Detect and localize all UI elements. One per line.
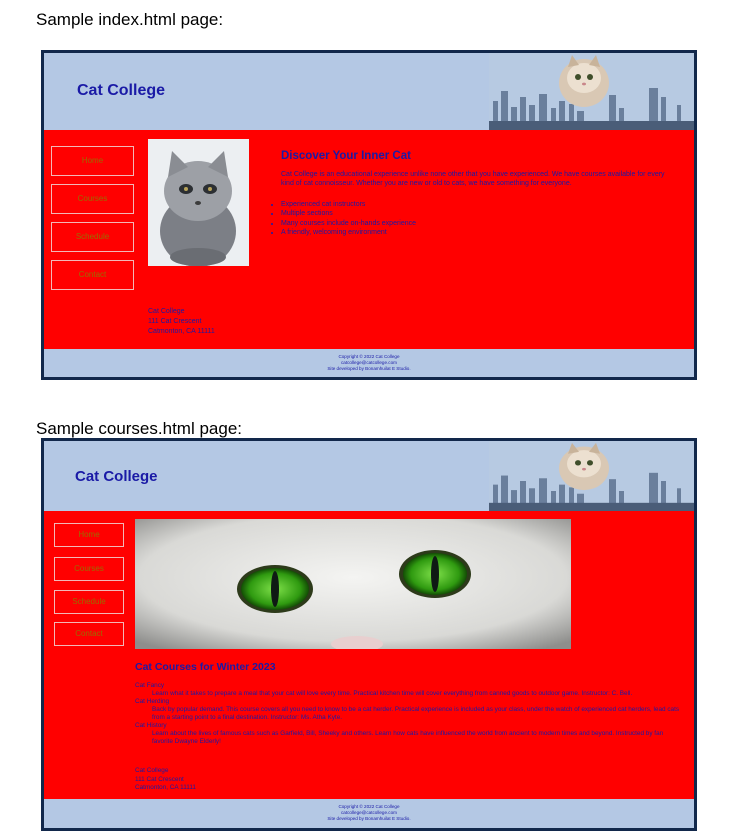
courses-caption: Sample courses.html page: <box>36 419 242 438</box>
nav-schedule-link[interactable]: Schedule <box>51 222 134 252</box>
footer-copyright: Copyright © 2022 Cat College <box>338 354 400 359</box>
nav-courses-link[interactable]: Courses <box>54 557 124 581</box>
nav-schedule-link[interactable]: Schedule <box>54 590 124 614</box>
courses-page-frame <box>41 438 697 831</box>
nav-home-link[interactable]: Home <box>51 146 134 176</box>
site-header <box>44 441 694 511</box>
cat-eyes-banner-image <box>135 519 571 649</box>
site-title: Cat College <box>77 82 166 99</box>
course-name: Cat Fancy <box>135 682 165 689</box>
address-line: Catmonton, CA 11111 <box>148 328 215 335</box>
address-line: Cat College <box>135 767 169 774</box>
address-line: 111 Cat Crescent <box>148 318 202 325</box>
list-item: • Multiple sections <box>281 209 641 218</box>
site-title: Cat College <box>75 468 158 485</box>
kitten-photo <box>148 139 249 266</box>
footer-email[interactable]: catcollege@catcollege.com <box>341 360 397 365</box>
course-description: Learn what it takes to prepare a meal that your cat will love every time. Practical kitchen time will cover everything from canned goods to outdoor game. Instructor: C. Bell. <box>152 690 633 697</box>
main-content-area <box>44 511 694 799</box>
city-skyline-banner <box>489 53 694 130</box>
footer-copyright: Copyright © 2022 Cat College <box>338 804 400 809</box>
course-name: Cat History <box>135 722 167 729</box>
course-name: Cat Herding <box>135 698 170 705</box>
site-footer <box>44 799 694 828</box>
address-line: Catmonton, CA 11111 <box>135 784 196 791</box>
address-line: Cat College <box>148 308 185 315</box>
courses-heading: Cat Courses for Winter 2023 <box>135 661 276 673</box>
course-list <box>135 682 680 746</box>
address-line: 111 Cat Crescent <box>135 775 184 783</box>
footer-email[interactable]: catcollege@catcollege.com <box>341 810 397 815</box>
course-description: Learn about the lives of famous cats such as Garfield, Bill, Sheeky and others. Learn how cats have influenced the world from ancient to modern times and beyond. Instructed by fan favorite Dwayne Elderly! <box>152 730 664 745</box>
index-page-frame <box>41 50 697 380</box>
main-content-area <box>44 130 694 349</box>
city-skyline-banner <box>489 441 694 511</box>
list-item: • Many courses include on-hands experience <box>281 219 641 228</box>
index-heading: Discover Your Inner Cat <box>281 150 411 162</box>
nav-contact-link[interactable]: Contact <box>51 260 134 290</box>
feature-list <box>272 200 641 237</box>
index-intro: Cat College is an educational experience unlike none other that you have experienced. We have courses available for every kind of cat connoisseur. Whether you are new or old to cats, we have something for everyone. <box>281 171 665 187</box>
site-header <box>44 53 694 130</box>
index-caption: Sample index.html page: <box>36 10 224 29</box>
course-description: Back by popular demand. This course covers all you need to know to be a cat herder. Practical experience is included as your class, under the watch of experienced cat herders, lead cats from a starting point to a final destination. Instructor: Ms. Atha Kyte. <box>152 706 680 721</box>
site-footer <box>44 349 694 377</box>
list-item: • Experienced cat instructors <box>281 200 641 209</box>
list-item: • A friendly, welcoming environment <box>281 228 641 237</box>
footer-credit: Site developed by Bonamhuilat E Studio. <box>327 816 411 821</box>
address-block <box>135 767 196 793</box>
footer-credit: Site developed by Bonamhuilat E Studio. <box>327 366 411 371</box>
nav-courses-link[interactable]: Courses <box>51 184 134 214</box>
nav-home-link[interactable]: Home <box>54 523 124 547</box>
address-block <box>148 307 215 337</box>
nav-contact-link[interactable]: Contact <box>54 622 124 646</box>
